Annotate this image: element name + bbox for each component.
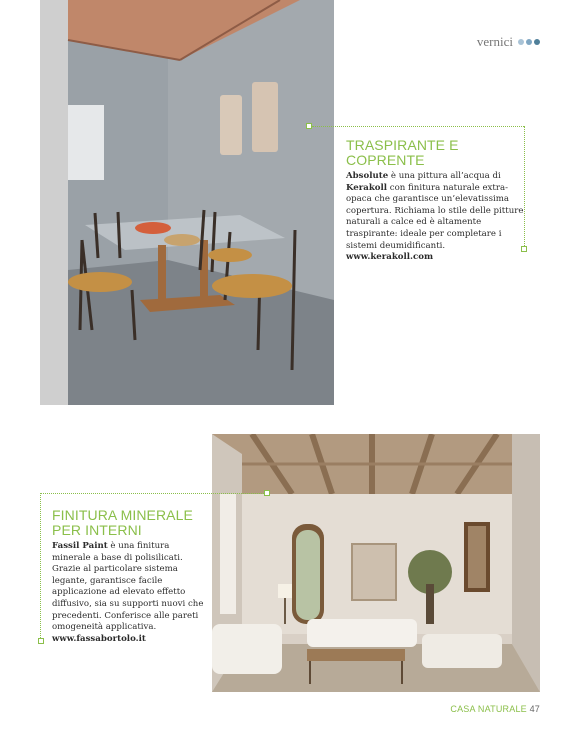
callout-line-1-top	[312, 126, 524, 127]
dining-room-photo	[40, 0, 334, 405]
section-tag	[477, 34, 540, 50]
section-label: vernici	[476, 34, 513, 49]
magazine-name: CASA NATURALE	[450, 704, 527, 714]
body-text-b: con finitura naturale extra-opaca che garantisce un’elevatissima copertura. Richiama lo stile delle pitture naturali a calce ed è altamente traspirante: ideale per completare i sistemi deumidificanti.	[346, 182, 524, 251]
section-dot-1	[518, 39, 524, 45]
section-dot-3	[534, 39, 540, 45]
section-dots	[518, 39, 540, 45]
article-kerakoll-title: TRASPIRANTE E COPRENTE	[346, 137, 459, 168]
product-name-absolute: Absolute	[346, 171, 389, 181]
page-number: 47	[529, 704, 540, 714]
callout-marker-2	[38, 638, 44, 644]
article-fassa	[52, 508, 210, 645]
article-fassa-body	[52, 541, 210, 634]
page-footer	[450, 704, 540, 714]
callout-line-2-top	[40, 493, 264, 494]
article-kerakoll	[346, 138, 526, 264]
dining-room-illustration	[40, 0, 334, 405]
body-text-a: è una pittura all’acqua di	[388, 171, 501, 181]
living-room-photo	[212, 434, 540, 692]
article-kerakoll-body	[346, 171, 526, 252]
article-fassa-title	[52, 508, 210, 538]
body-text-fassa: è una finitura minerale a base di polisilicati. Grazie al particolare sistema legante, garantisce facile applicazione ad elevato effetto diffusivo, sia su supporti nuovi che precedenti. Conferisce alle pareti omogeneità applicativa.	[52, 541, 204, 633]
callout-marker-2-end	[264, 490, 270, 496]
callout-line-2-left	[40, 493, 41, 638]
living-room-illustration	[212, 434, 540, 692]
company-name-kerakoll: Kerakoll	[346, 182, 388, 193]
article-fassa-title-line2: PER INTERNI	[52, 522, 142, 538]
kerakoll-link[interactable]: www.kerakoll.com	[346, 252, 434, 263]
article-fassa-title-line1: FINITURA MINERALE	[52, 507, 193, 523]
fassabortolo-link[interactable]: www.fassabortolo.it	[52, 633, 146, 644]
product-name-fassil: Fassil Paint	[52, 541, 108, 551]
section-dot-2	[526, 39, 532, 45]
